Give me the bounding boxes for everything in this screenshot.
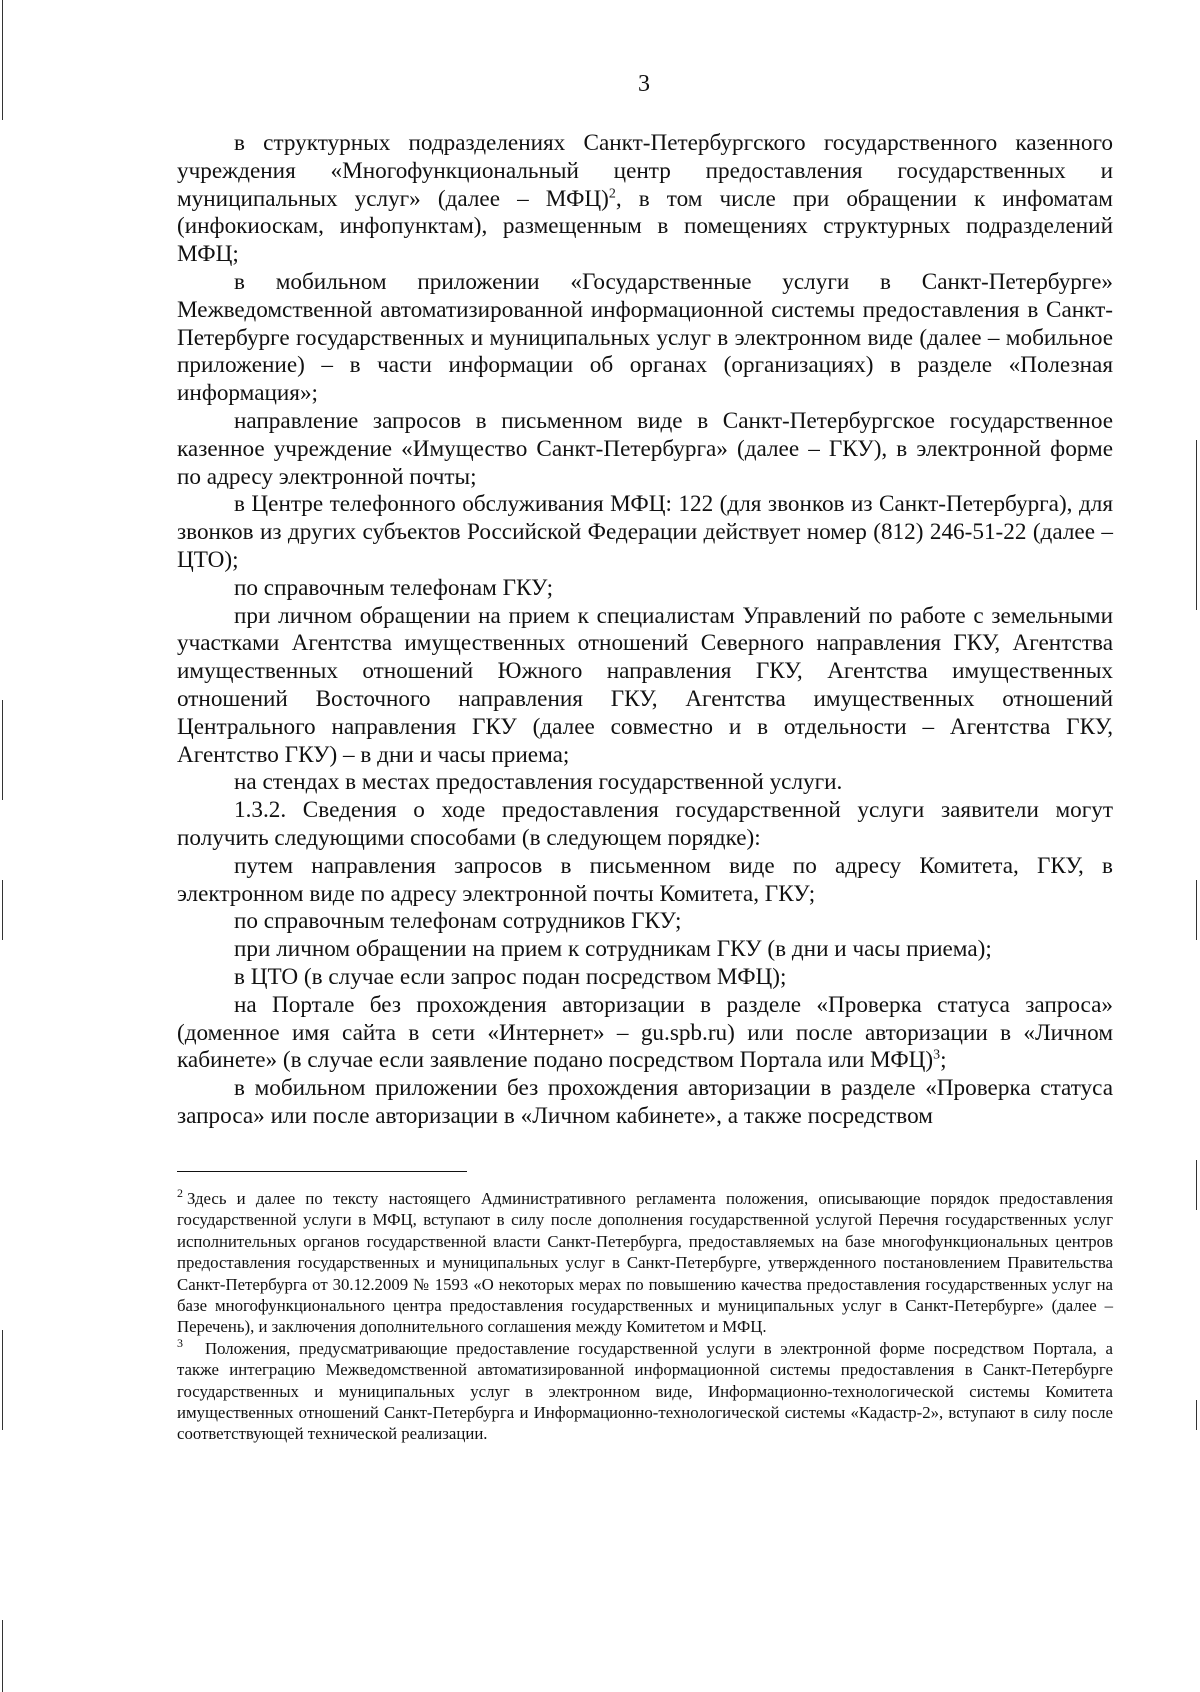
paragraph: на стендах в местах предоставления государственной услуги. [234,769,843,796]
footnote-ref: 2 [608,185,616,201]
paragraph: по справочным телефонам сотрудников ГКУ; [234,908,682,935]
paragraph: в мобильном приложении «Государственные услуги в Санкт-Петербурге» Межведомственной автоматизированной информационной системы предоставления в Санкт-Петербурге государственных и муниципальных услуг в электронном виде (далее – мобильное приложение) – в части информации об органах (организациях) в разделе «Полезная информация»; [177,268,1113,407]
scan-edge-mark [1196,880,1197,940]
paragraph: путем направления запросов в письменном виде по адресу Комитета, ГКУ, в электронном виде по адресу электронной почты Комитета, ГКУ; [177,852,1113,907]
paragraph [177,130,1113,269]
paragraph-text: в структурных подразделениях Санкт-Петербургского государственного казенного учреждения «Многофункциональный центр предоставления государственных и муниципальных услуг» (далее – МФЦ) [177,130,1113,212]
footnote-text: Положения, предусматривающие предоставление государственной услуги в электронной форме посредством Портала, а также интеграцию Межведомственной автоматизированной информационной системы предоставления в Санкт-Петербурге государственных и муниципальных услуг в электронном виде, Информационно-технологической системы Комитета имущественных отношений Санкт-Петербурга и Информационно-технологической системы «Кадастр-2», вступают в силу после соответствующей технической реализации. [177,1338,1113,1444]
paragraph: направление запросов в письменном виде в Санкт-Петербургское государственное казенное учреждение «Имущество Санкт-Петербурга» (далее – ГКУ), в электронной форме по адресу электронной почты; [177,407,1113,490]
paragraph-text: , в том числе при обращении к инфоматам (инфокиоскам, инфопунктам), размещенным в помещениях структурных подразделений МФЦ; [177,185,1113,268]
paragraph: при личном обращении на прием к сотрудникам ГКУ (в дни и часы приема); [234,936,992,963]
footnote-mark: 3 [177,1336,183,1351]
footnote-ref: 3 [933,1047,941,1063]
scan-edge-mark [2,0,3,120]
paragraph-text: на Портале без прохождения авторизации в разделе «Проверка статуса запроса» (доменное имя сайта в сети «Интернет» – gu.spb.ru) или после авторизации в «Личном кабинете» (в случае если заявление подано посредством Портала или МФЦ) [177,991,1113,1074]
scan-edge-mark [1196,1160,1197,1210]
scan-edge-mark [1196,1400,1197,1430]
scan-edge-mark [2,700,3,800]
scan-edge-mark [1196,440,1197,610]
scan-edge-mark [2,1330,3,1430]
page-number: 3 [638,71,650,97]
footnote-separator [177,1171,467,1172]
body-text [177,130,1113,1131]
paragraph: 1.3.2. Сведения о ходе предоставления государственной услуги заявители могут получить следующими способами (в следующем порядке): [177,797,1113,851]
footnote-mark: 2 [177,1186,183,1201]
scan-edge-mark [2,1620,3,1692]
paragraph-text: ; [940,1047,947,1074]
paragraph [177,992,1113,1075]
scan-edge-mark [2,880,3,940]
footnote-text: Здесь и далее по тексту настоящего Административного регламента положения, описывающие порядок предоставления государственной услуги в МФЦ, вступают в силу после дополнения государственной услугой Перечня государственных услуг исполнительных органов государственной власти Санкт-Петербурга, предоставляемых на базе многофункциональных центров предоставления государственных и муниципальных услуг в Санкт-Петербурге, утвержденного постановлением Правительства Санкт-Петербурга от 30.12.2009 № 1593 «О некоторых мерах по повышению качества предоставления государственных услуг на базе многофункционального центра предоставления государственных и муниципальных услуг в Санкт-Петербурге» (далее – Перечень), и заключения дополнительного соглашения между Комитетом и МФЦ. [177,1189,1113,1337]
paragraph: в ЦТО (в случае если запрос подан посредством МФЦ); [234,963,787,990]
footnotes [177,1188,1113,1445]
footnote [177,1338,1113,1445]
paragraph: при личном обращении на прием к специалистам Управлений по работе с земельными участками Агентства имущественных отношений Северного направления ГКУ, Агентства имущественных отношений Южного направления ГКУ, Агентства имущественных отношений Восточного направления ГКУ, Агентства имущественных отношений Центрального направления ГКУ (далее совместно и в отдельности – Агентства ГКУ, Агентство ГКУ) – в дни и часы приема; [177,602,1113,768]
footnote [177,1188,1113,1338]
paragraph: по справочным телефонам ГКУ; [234,574,554,601]
paragraph: в мобильном приложении без прохождения авторизации в разделе «Проверка статуса запроса» или после авторизации в «Личном кабинете», а также посредством [177,1075,1113,1129]
paragraph: в Центре телефонного обслуживания МФЦ: 122 (для звонков из Санкт-Петербурга), для звонков из других субъектов Российской Федерации действует номер (812) 246-51-22 (далее – ЦТО); [177,491,1113,573]
